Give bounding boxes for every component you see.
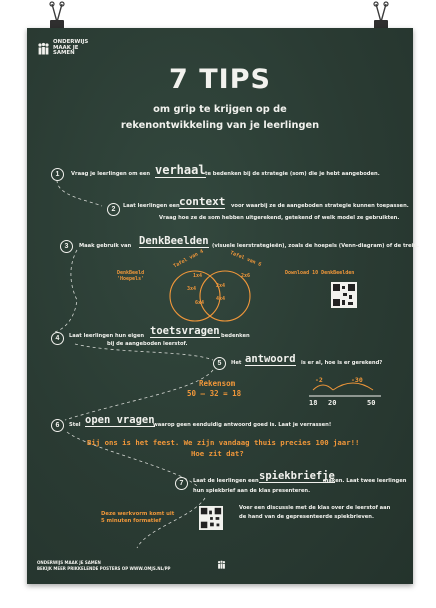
tip7-note-line1: Deze werkvorm komt uit — [101, 511, 175, 517]
tip7-text-post: maken. Laat twee leerlingen — [323, 478, 407, 484]
tip1-keyword: verhaal — [155, 163, 206, 177]
denkbeeld-label: DenkBeeld 'Hoepels' — [117, 270, 145, 282]
tip7-text-line2: hun spiekbrief aan de klas presenteren. — [193, 488, 311, 494]
tip4-keyword: toetsvragen — [150, 325, 220, 337]
tip5-keyword: antwoord — [245, 353, 296, 365]
venn-cell: 2x6 — [241, 273, 251, 279]
tip3-keyword: DenkBeelden — [139, 235, 209, 247]
qr-code-formatief[interactable] — [199, 506, 223, 530]
number-line-tick: 20 — [328, 399, 337, 407]
chalkboard-poster — [27, 28, 419, 584]
tip7-number: 7 — [175, 477, 188, 490]
footer-line1: ONDERWIJS MAAK JE SAMEN — [37, 560, 101, 565]
tip1-text-pre: Vraag je leerlingen om een — [71, 171, 151, 177]
tip6-keyword: open vragen — [85, 414, 155, 426]
footer-line2[interactable]: BEKIJK MEER PRIKKELENDE POSTERS OP WWW.OMJS.NL/PP — [37, 565, 171, 571]
rekensom-label: Rekensom — [199, 379, 236, 388]
rekensom-sum: 50 – 32 = 18 — [187, 389, 242, 398]
tip1-text-post: te bedenken bij de strategie (som) die je hebt aangeboden. — [205, 171, 380, 177]
tip4-text-post: bedenken — [221, 333, 250, 339]
logo-line3: SAMEN — [53, 50, 75, 57]
logo-line2: MAAK JE — [53, 44, 79, 51]
venn-cell: 1x4 — [193, 273, 203, 279]
tip4-text-line2: bij de aangeboden leerstof. — [107, 341, 188, 347]
tip7-discuss-line1: Voer een discussie met de klas over de leerstof aan — [239, 505, 391, 511]
tip5-text-pre: Het — [231, 360, 242, 366]
venn-cell: 3x4 — [187, 286, 197, 292]
tip3-text-post: (visuele leerstrategieën), zoals de hoepels (Venn-diagram) of de trein. — [212, 243, 419, 249]
tip7-note-line2: 5 minuten formatief — [101, 518, 162, 524]
venn-diagram — [155, 262, 267, 326]
tip7-keyword: spiekbriefje — [259, 470, 335, 482]
tip2-text-line2: Vraag hoe ze de som hebben uitgerekend, getekend of welk model ze gebruikten. — [159, 215, 400, 221]
tip7-text-pre: Laat de leerlingen een — [193, 478, 259, 484]
tip2-text-pre: Laat leerlingen een — [123, 203, 180, 209]
tip3-number: 3 — [60, 240, 73, 253]
number-line-tick: 18 — [309, 399, 318, 407]
tip6-text-pre: Stel — [69, 422, 81, 428]
step-label: -30 — [351, 376, 363, 384]
venn-cell: 6x4 — [195, 300, 205, 306]
tip7-discuss-line2: de hand van de gepresenteerde spiekbrieven. — [239, 514, 374, 520]
tip4-text-pre: Laat leerlingen hun eigen — [69, 333, 145, 339]
tip2-number: 2 — [107, 203, 120, 216]
tip4-number: 4 — [51, 332, 64, 345]
logo-line1: ONDERWIJS — [53, 39, 89, 45]
download-label: Download 10 DenkBeelden — [285, 270, 355, 276]
venn-cell: 4x4 — [216, 296, 226, 302]
footer-logo-icon — [217, 560, 226, 569]
venn-left-label: Tafel van 4 — [172, 248, 205, 270]
tip5-number: 5 — [213, 357, 226, 370]
page-title: 7 TIPS — [169, 64, 271, 95]
qr-code[interactable] — [331, 282, 357, 308]
tip6-number: 6 — [51, 419, 64, 432]
step-label: -2 — [315, 376, 323, 384]
tip5-text-post: is er al, hoe is er gerekend? — [301, 360, 383, 366]
tip6-text-post: waarop geen eenduidig antwoord goed is. Laat je verrassen! — [153, 422, 332, 428]
subtitle-line1: om grip te krijgen op de — [153, 104, 287, 115]
tip6-example: Bij ons is het feest. We zijn vandaag thuis precies 100 jaar!! — [87, 438, 360, 447]
tip1-number: 1 — [51, 168, 64, 181]
tip6-question: Hoe zit dat? — [191, 449, 244, 458]
venn-cell: 2x4 — [216, 283, 226, 289]
tip2-text-post: voor waarbij ze de aangeboden strategie kunnen toepassen. — [231, 203, 409, 209]
venn-right-label: Tafel van 6 — [229, 250, 263, 268]
tip2-keyword: context — [179, 195, 226, 208]
subtitle-line2: rekenontwikkeling van je leerlingen — [120, 120, 320, 131]
tip3-text-pre: Maak gebruik van — [79, 243, 132, 249]
number-line-tick: 50 — [367, 399, 376, 407]
